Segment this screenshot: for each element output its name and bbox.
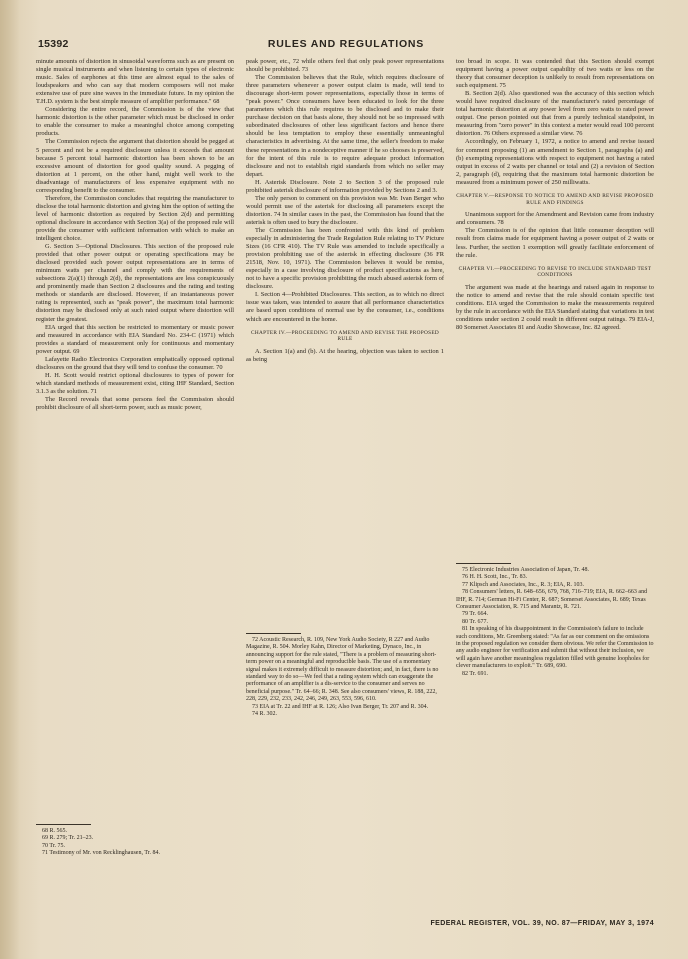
paragraph: peak power, etc., 72 while others feel that only peak power representations should be prohibited. 73: [246, 58, 444, 74]
page-header: [38, 38, 654, 52]
paragraph: The Commission is of the opinion that little consumer deception will result from claims made for equipment having a power output of 2 watts or less. Further, the section 1 exemption will greatly facilitate enforcement of the rule.: [456, 227, 654, 259]
paragraph: The Commission believes that the Rule, which requires disclosure of three parameters whenever a power output claim is made, will tend to discourage short-term power representations, especially those in terms of "peak power." Once consumers have been educated to look for the three parameters which this rule requires to be disclosed and to make their purchase decision on that basis alone, they should not be so impressed with subordinated disclosures of other less significant factors and hence there should be less temptation to employ these essentially unmeaningful characteristics in advertising. At the same time, the seller's freedom to make these representations in a nondeceptive manner if he so chooses is preserved, for the intent of this rule is to require adequate product information disclosure and not to establish rigid standards from which no seller may depart.: [246, 74, 444, 178]
footnote: 76 H. H. Scott, Inc., Tr. 83.: [462, 574, 528, 581]
footnote: 69 R. 279; Tr. 21–23.: [42, 835, 94, 842]
column-3: [456, 58, 654, 333]
footnote: 77 Klipsch and Associates, Inc., R. 3; EIA, R. 103.: [462, 581, 584, 588]
paragraph: too broad in scope. It was contended that this Section should exempt equipment having a power output capability of two watts or less on the theory that consumer deception is unlikely to result from representations on such equipment. 75: [456, 58, 654, 90]
paragraph: The Record reveals that some persons feel the Commission should prohibit disclosure of all short-term power, such as music power,: [36, 395, 234, 412]
paragraph: The only person to comment on this provision was Mr. Ivan Berger who would permit use of the asterisk for disclosing all parameters except the distortion. 74 In similar cases in the past, the Commission has found that the asterisk is often used to bury the disclosure.: [246, 194, 444, 226]
footnote: 78 Consumers' letters, R. 648–656, 679, 768, 716–719; EIA, R. 662–663 and IHF, R. 714; German Hi-Fi Center, R. 687; Somerset Associates, R. 689; Texas Consumer Association, R. 715 and Marantz, R. 721.: [456, 589, 648, 611]
paragraph: Lafayette Radio Electronics Corporation emphatically opposed optional disclosures on the ground that they will tend to confuse the consumer. 70: [36, 355, 234, 371]
paragraph: I. Section 4—Prohibited Disclosures. This section, as to which no direct issue was taken, was intended to assure that all performance characteristics are based upon conditions of normal use by the consumer, i.e., conditions which are encountered in the home.: [246, 291, 444, 323]
paragraph: Unanimous support for the Amendment and Revision came from industry and consumers. 78: [456, 211, 654, 227]
page-footer: FEDERAL REGISTER, VOL. 39, NO. 87—FRIDAY, MAY 3, 1974: [430, 920, 654, 927]
footnote-rule: [246, 633, 301, 634]
page-number: 15392: [38, 38, 69, 50]
footnotes-column-3: [456, 555, 654, 678]
paragraph: H. Asterisk Disclosure. Note 2 to Section 3 of the proposed rule prohibited asterisk disclosure of information provided by Sections 2 and 3.: [246, 178, 444, 194]
footnote: 68 R. 565.: [42, 828, 68, 834]
footnotes-column-1: [36, 816, 234, 858]
footnote: 82 Tr. 691.: [462, 670, 489, 677]
paragraph: B. Section 2(d). Also questioned was the accuracy of this section which would have required disclosure of the manufacturer's rated percentage of total harmonic distortion at any power level from zero watts to rated power output. One person pointed out that from a purely technical standpoint, in measuring from "zero power" in this context a meter would read 100 percent distortion. 76 Others expressed a similar view. 76: [456, 90, 654, 138]
paragraph: H. H. Scott would restrict optional disclosures to types of power for which standard methods of measurement exist, citing IHF Standard, Section 3.1.3 as the solution. 71: [36, 371, 234, 395]
paragraph: minute amounts of distortion in sinusoidal waveforms such as are present on single musical instruments and when listening to certain types of electronic music. Sales of earphones at this time are almost equal to the sales of loudspeakers and who can say that modern composers will not make extensive use of pure sine waves in the immediate future. In my opinion the T.H.D. system is the best simple measure of amplifier performance." 68: [36, 58, 234, 106]
paragraph: A. Section 1(a) and (b). At the hearing, objection was taken to section 1 as being: [246, 348, 444, 364]
chapter-heading: CHAPTER V.—RESPONSE TO NOTICE TO AMEND AND REVISE PROPOSED RULE AND FINDINGS: [456, 192, 654, 206]
column-1: [36, 58, 234, 412]
paragraph: The argument was made at the hearings and raised again in response to the notice to amend and revise that the rule should contain specific test conditions. EIA urged the Commission to make the measurements required by the rule in accordance with the EIA Standard stating that variations in test conditions under section 2 could result in different output ratings. 79 EIA-J, 80 Somerset Associates 81 and Audio Showcase, Inc. 82 agreed.: [456, 284, 654, 332]
paragraph: EIA urged that this section be restricted to momentary or music power and measured in accordance with EIA Standard No. 234-C (1971) which provides a standard of measurement only for continuous and momentary power output. 69: [36, 323, 234, 355]
footnote: 75 Electronic Industries Association of Japan, Tr. 48.: [462, 567, 589, 573]
footnote: 80 Tr. 677.: [462, 618, 489, 625]
footnote-rule: [456, 563, 511, 564]
footnote: 79 Tr. 664.: [462, 611, 489, 618]
footnote: 73 EIA at Tr. 22 and IHF at R. 126; Also Ivan Berger, Tr. 207 and R. 304.: [252, 703, 429, 710]
page-edge-shadow: [0, 0, 20, 959]
footnote-rule: [36, 824, 91, 825]
footnote: 72 Acoustic Research, R. 109, New York Audio Society, R 227 and Audio Magazine, R. 504. Morley Kahn, Director of Marketing, Dynaco, Inc., in announcing support for the rule stated, "There is a problem of measuring short-term power on a meaningful and reproducible basis. The use of a momentary signal makes it extremely difficult to measure distortion; and, in fact, there is no standard way to do so—We feel that a rating system which can exaggerate the performance of an amplifier is a dis-service to the consumer and serves no beneficial purpose." Tr. 64–66; R. 348. See also consumers' views, R. 188, 222, 228, 229, 232, 233, 242, 246, 249, 263, 553, 596, 610.: [246, 637, 439, 703]
running-head: RULES AND REGULATIONS: [267, 38, 425, 50]
column-2: [246, 58, 444, 364]
footnote: 74 R. 302.: [252, 711, 278, 718]
paragraph: Considering the entire record, the Commission is of the view that harmonic distortion is the other parameter which must be disclosed in order to enable the consumer to make a meaningful choice among competing products.: [36, 106, 234, 138]
paragraph: G. Section 3—Optional Disclosures. This section of the proposed rule provided that other power output or operating specifications may be disclosed provided such power output representations are in terms of minimum watts per channel and comply with the requirements of subsections 2(a)(1) through 2(d), the representations are less conspicuously and prominently made than Section 2 disclosures and the rating and testing methods or standards are disclosed. However, if an instantaneous power rating is represented, such as "peak power", the maximum total harmonic distortion may be disclosed only at such rated output where distortion will register the greatest.: [36, 243, 234, 323]
footnote: 70 Tr. 75.: [42, 842, 66, 849]
chapter-heading: CHAPTER IV.—PROCEEDING TO AMEND AND REVISE THE PROPOSED RULE: [251, 329, 439, 343]
footnote: 81 In speaking of his disappointment in the Commission's failure to include such conditions, Mr. Greenberg stated: "As far as our comment on the omissions in the proposed regulation we consider them obvious. We refer the Commission to any audio engineer for verification and submit that without their inclusion, we will again have another meaningless regulation filled with genuine loopholes for clever manufacturers to exploit." Tr. 689, 690.: [456, 626, 654, 670]
paragraph: Accordingly, on February 1, 1972, a notice to amend and revise issued for comment proposing (1) an amendment to Section 1, paragraphs (a) and (b) exempting representations with respect to equipment not having a rated output in excess of 2 watts per channel or total and (2) a revision of Section 2, paragraph (d), requiring that the maximum total harmonic distortion be measured from a minimum power of 250 milliwatts.: [456, 138, 654, 186]
footnotes-column-2: [246, 625, 444, 718]
footnote: 71 Testimony of Mr. von Recklinghausen, Tr. 84.: [42, 850, 160, 857]
chapter-heading: CHAPTER VI.—PROCEEDING TO REVISE TO INCLUDE STANDARD TEST CONDITIONS: [458, 265, 652, 279]
paragraph: The Commission has been confronted with this kind of problem especially in administering the Trade Regulation Rule relating to TV Picture Sizes (16 CFR 410). The TV Rule was amended to include specifically a provision prohibiting use of the asterisk in effecting disclosure (36 FR 21518, Nov. 10, 1971). The Commission believes it would be remiss, especially in a case involving disclosure of product specifications as here, not to have a specific provision prohibiting the much abused asterisk form of disclosure.: [246, 226, 444, 291]
paragraph: Therefore, the Commission concludes that requiring the manufacturer to disclose the total harmonic distortion and giving him the option of setting the level of harmonic distortion as required by Section 2(d) and permitting optional disclosure in accordance with Section 3(a) of the proposed rule will provide the consumer with sufficient information with which to make an intelligent choice.: [36, 194, 234, 243]
paragraph: The Commission rejects the argument that distortion should be pegged at 5 percent and not be a required disclosure unless it exceeds that amount because 5 percent total harmonic distortion has been shown to be an excessive amount of distortion for good quality sound. A pegging of distortion at 1 percent, on the other hand, might well work to the disadvantage of manufacturers of less expensive equipment with no corresponding benefit to the consumer.: [36, 138, 234, 194]
